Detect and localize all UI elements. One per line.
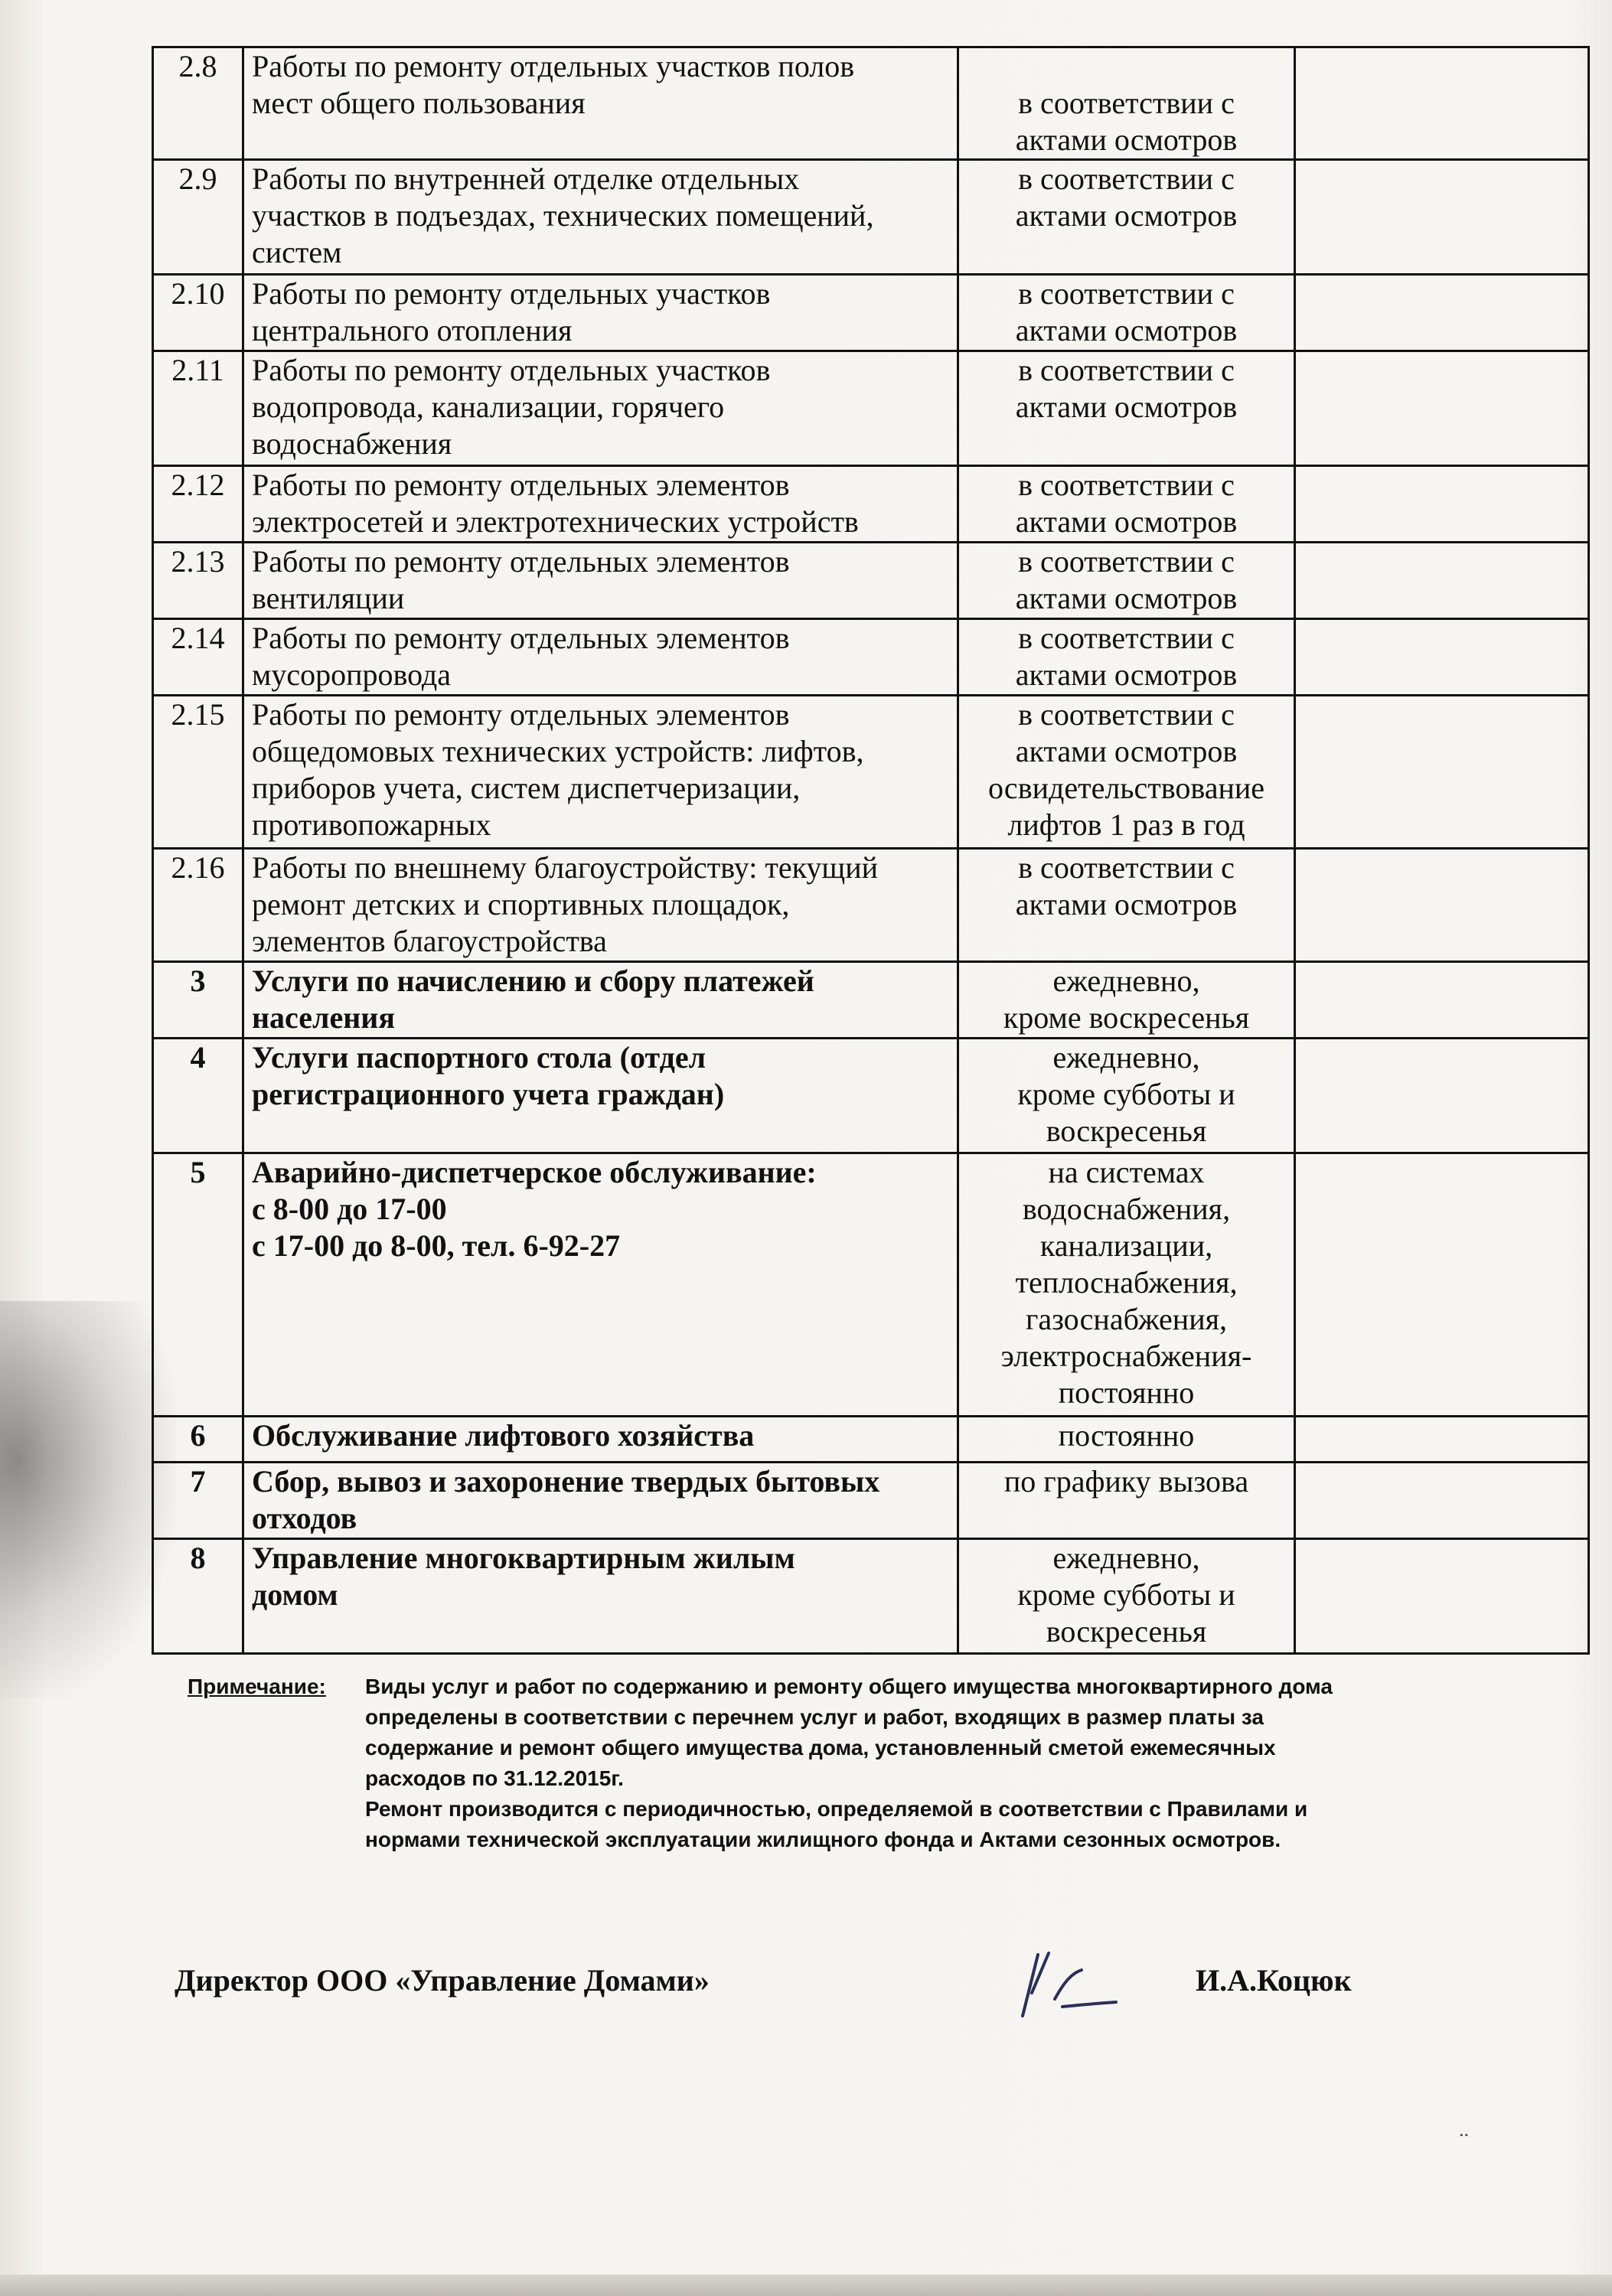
work-name-line: регистрационного учета граждан) bbox=[252, 1077, 725, 1111]
work-name bbox=[243, 619, 958, 696]
table-row bbox=[153, 1039, 1589, 1153]
empty-cell bbox=[1295, 1463, 1589, 1539]
director-name: И.А.Коцюк bbox=[1196, 1963, 1352, 1998]
row-number: 2.9 bbox=[153, 160, 243, 275]
periodicity-line: канализации, bbox=[1039, 1228, 1213, 1263]
periodicity bbox=[958, 160, 1295, 275]
periodicity bbox=[958, 1539, 1295, 1654]
table-row bbox=[153, 275, 1589, 351]
periodicity bbox=[958, 351, 1295, 466]
periodicity-line: постоянно bbox=[1058, 1375, 1195, 1410]
row-number: 2.11 bbox=[153, 351, 243, 466]
work-name bbox=[243, 849, 958, 962]
periodicity bbox=[958, 1153, 1295, 1417]
note-line: определены в соответствии с перечнем услуг и работ, входящих в размер платы за bbox=[365, 1705, 1264, 1729]
handwritten-signature bbox=[1009, 1939, 1131, 2024]
work-name-line: Сбор, вывоз и захоронение твердых бытовых bbox=[252, 1464, 880, 1499]
work-name-line: систем bbox=[252, 235, 342, 269]
periodicity-line: актами осмотров bbox=[1015, 504, 1238, 539]
periodicity-line: воскресенья bbox=[1046, 1114, 1207, 1148]
work-name-line: элементов благоустройства bbox=[252, 924, 607, 958]
work-name bbox=[243, 962, 958, 1039]
work-name-line: Работы по ремонту отдельных участков bbox=[252, 353, 771, 387]
table-row bbox=[153, 1539, 1589, 1654]
periodicity-line: ежедневно, bbox=[1052, 964, 1200, 998]
empty-cell bbox=[1295, 160, 1589, 275]
periodicity-line: в соответствии с bbox=[1018, 86, 1235, 120]
row-number: 2.16 bbox=[153, 849, 243, 962]
periodicity-line: актами осмотров bbox=[1015, 198, 1238, 233]
periodicity bbox=[958, 962, 1295, 1039]
row-number: 7 bbox=[153, 1463, 243, 1539]
table-row bbox=[153, 1463, 1589, 1539]
table-row bbox=[153, 962, 1589, 1039]
periodicity-line: освидетельствование bbox=[987, 771, 1265, 805]
periodicity bbox=[958, 849, 1295, 962]
table-row bbox=[153, 160, 1589, 275]
note-text bbox=[365, 1671, 1559, 1855]
work-name-line: мусоропровода bbox=[252, 657, 452, 692]
work-name bbox=[243, 1039, 958, 1153]
work-name-line: ремонт детских и спортивных площадок, bbox=[252, 887, 790, 921]
periodicity bbox=[958, 1417, 1295, 1463]
row-number: 5 bbox=[153, 1153, 243, 1417]
periodicity-line: в соответствии с bbox=[1018, 161, 1235, 196]
empty-cell bbox=[1295, 696, 1589, 849]
periodicity bbox=[958, 47, 1295, 160]
work-name bbox=[243, 696, 958, 849]
work-name-line: центрального отопления bbox=[252, 313, 573, 347]
periodicity-line: постоянно bbox=[1058, 1418, 1195, 1453]
work-name-line: Работы по ремонту отдельных элементов bbox=[252, 621, 790, 655]
work-name-line: вентиляции bbox=[252, 581, 405, 615]
periodicity-line: в соответствии с bbox=[1018, 850, 1235, 885]
periodicity-line: воскресенья bbox=[1046, 1614, 1207, 1649]
empty-cell bbox=[1295, 351, 1589, 466]
periodicity-line: в соответствии с bbox=[1018, 621, 1235, 655]
work-name-line: электросетей и электротехнических устройств bbox=[252, 504, 859, 539]
table-row bbox=[153, 543, 1589, 619]
work-name-line: противопожарных bbox=[252, 807, 491, 842]
table-row bbox=[153, 1417, 1589, 1463]
periodicity-line: актами осмотров bbox=[1015, 390, 1238, 424]
row-number: 4 bbox=[153, 1039, 243, 1153]
note-line: содержание и ремонт общего имущества дома, установленный сметой ежемесячных bbox=[365, 1736, 1276, 1760]
periodicity-line bbox=[967, 48, 1286, 85]
row-number: 8 bbox=[153, 1539, 243, 1654]
page-mark: .. bbox=[1459, 2118, 1469, 2141]
periodicity-line: в соответствии с bbox=[1018, 353, 1235, 387]
row-number: 2.15 bbox=[153, 696, 243, 849]
periodicity-line: ежедневно, bbox=[1052, 1040, 1200, 1075]
work-name bbox=[243, 47, 958, 160]
table-row bbox=[153, 47, 1589, 160]
note-line: нормами технической эксплуатации жилищного фонда и Актами сезонных осмотров. bbox=[365, 1828, 1281, 1851]
periodicity-line: ежедневно, bbox=[1052, 1541, 1200, 1575]
work-name-line: водопровода, канализации, горячего bbox=[252, 390, 725, 424]
empty-cell bbox=[1295, 1539, 1589, 1654]
row-number: 2.12 bbox=[153, 466, 243, 543]
empty-cell bbox=[1295, 849, 1589, 962]
work-name-line: приборов учета, систем диспетчеризации, bbox=[252, 771, 801, 805]
work-name bbox=[243, 543, 958, 619]
periodicity-line: в соответствии с bbox=[1018, 544, 1235, 579]
empty-cell bbox=[1295, 1153, 1589, 1417]
work-name bbox=[243, 160, 958, 275]
work-name bbox=[243, 1463, 958, 1539]
work-name-line: Аварийно-диспетчерское обслуживание: bbox=[252, 1155, 817, 1189]
note-line: расходов по 31.12.2015г. bbox=[365, 1766, 624, 1790]
work-name-line: населения bbox=[252, 1000, 395, 1035]
periodicity bbox=[958, 1039, 1295, 1153]
empty-cell bbox=[1295, 543, 1589, 619]
scan-bottom-edge bbox=[0, 2275, 1612, 2296]
note-line: Виды услуг и работ по содержанию и ремонту общего имущества многоквартирного дома bbox=[365, 1675, 1333, 1698]
row-number: 3 bbox=[153, 962, 243, 1039]
work-name-line: отходов bbox=[252, 1501, 357, 1535]
periodicity-line: лифтов 1 раз в год bbox=[1007, 807, 1245, 842]
periodicity-line: актами осмотров bbox=[1015, 581, 1238, 615]
work-name bbox=[243, 1417, 958, 1463]
work-name bbox=[243, 1539, 958, 1654]
row-number: 2.13 bbox=[153, 543, 243, 619]
periodicity-line: актами осмотров bbox=[1015, 887, 1238, 921]
empty-cell bbox=[1295, 466, 1589, 543]
work-name-line: с 17-00 до 8-00, тел. 6-92-27 bbox=[252, 1228, 621, 1263]
empty-cell bbox=[1295, 619, 1589, 696]
work-name-line: Работы по ремонту отдельных элементов bbox=[252, 544, 790, 579]
work-name-line: Работы по ремонту отдельных элементов bbox=[252, 697, 790, 732]
table-row bbox=[153, 1153, 1589, 1417]
empty-cell bbox=[1295, 1417, 1589, 1463]
work-name-line: участков в подъездах, технических помещений, bbox=[252, 198, 874, 233]
row-number: 2.14 bbox=[153, 619, 243, 696]
director-title: Директор ООО «Управление Домами» bbox=[175, 1963, 710, 1998]
table-row bbox=[153, 849, 1589, 962]
work-name-line: Обслуживание лифтового хозяйства bbox=[252, 1418, 755, 1453]
work-name bbox=[243, 466, 958, 543]
periodicity-line: газоснабжения, bbox=[1025, 1302, 1228, 1336]
work-name-line: домом bbox=[252, 1577, 338, 1612]
periodicity-line: актами осмотров bbox=[1015, 657, 1238, 692]
work-name-line: Работы по внутренней отделке отдельных bbox=[252, 161, 800, 196]
work-name-line: Работы по ремонту отдельных элементов bbox=[252, 468, 790, 502]
table-row bbox=[153, 619, 1589, 696]
periodicity bbox=[958, 275, 1295, 351]
work-name-line: мест общего пользования bbox=[252, 86, 586, 120]
work-name-line: Услуги по начислению и сбору платежей bbox=[252, 964, 814, 998]
work-name bbox=[243, 275, 958, 351]
empty-cell bbox=[1295, 47, 1589, 160]
periodicity-line: в соответствии с bbox=[1018, 276, 1235, 311]
periodicity-line: в соответствии с bbox=[1018, 697, 1235, 732]
work-name-line: Работы по внешнему благоустройству: текущий bbox=[252, 850, 879, 885]
row-number: 2.8 bbox=[153, 47, 243, 160]
periodicity bbox=[958, 619, 1295, 696]
work-name-line: Работы по ремонту отдельных участков bbox=[252, 276, 771, 311]
work-name-line: водоснабжения bbox=[252, 426, 452, 461]
work-name bbox=[243, 1153, 958, 1417]
work-name-line: Управление многоквартирным жилым bbox=[252, 1541, 795, 1575]
periodicity-line: кроме субботы и bbox=[1017, 1077, 1235, 1111]
work-name-line: Услуги паспортного стола (отдел bbox=[252, 1040, 706, 1075]
periodicity bbox=[958, 696, 1295, 849]
work-name-line: Работы по ремонту отдельных участков полов bbox=[252, 49, 855, 83]
work-name-line: общедомовых технических устройств: лифтов, bbox=[252, 734, 864, 768]
work-name bbox=[243, 351, 958, 466]
note-line: Ремонт производится с периодичностью, определяемой в соответствии с Правилами и bbox=[365, 1797, 1308, 1821]
periodicity-line: на системах bbox=[1048, 1155, 1205, 1189]
periodicity-line: в соответствии с bbox=[1018, 468, 1235, 502]
periodicity-line: кроме воскресенья bbox=[1003, 1000, 1250, 1035]
periodicity-line: кроме субботы и bbox=[1017, 1577, 1235, 1612]
empty-cell bbox=[1295, 1039, 1589, 1153]
row-number: 2.10 bbox=[153, 275, 243, 351]
periodicity bbox=[958, 466, 1295, 543]
periodicity-line: актами осмотров bbox=[1015, 313, 1238, 347]
periodicity-line: электроснабжения- bbox=[1000, 1339, 1252, 1373]
table-row bbox=[153, 351, 1589, 466]
work-name-line: с 8-00 до 17-00 bbox=[252, 1192, 447, 1226]
signature-row bbox=[175, 1962, 1537, 2047]
periodicity-line: актами осмотров bbox=[1015, 734, 1238, 768]
periodicity-line: теплоснабжения, bbox=[1015, 1265, 1238, 1300]
note-label: Примечание: bbox=[188, 1675, 326, 1698]
periodicity bbox=[958, 1463, 1295, 1539]
scan-shadow bbox=[0, 1301, 176, 1699]
empty-cell bbox=[1295, 275, 1589, 351]
periodicity bbox=[958, 543, 1295, 619]
row-number: 6 bbox=[153, 1417, 243, 1463]
periodicity-line: водоснабжения, bbox=[1022, 1192, 1231, 1226]
empty-cell bbox=[1295, 962, 1589, 1039]
table-row bbox=[153, 466, 1589, 543]
periodicity-line: актами осмотров bbox=[1015, 122, 1238, 157]
works-table bbox=[152, 46, 1590, 1655]
table-row bbox=[153, 696, 1589, 849]
periodicity-line: по графику вызова bbox=[1003, 1464, 1249, 1499]
